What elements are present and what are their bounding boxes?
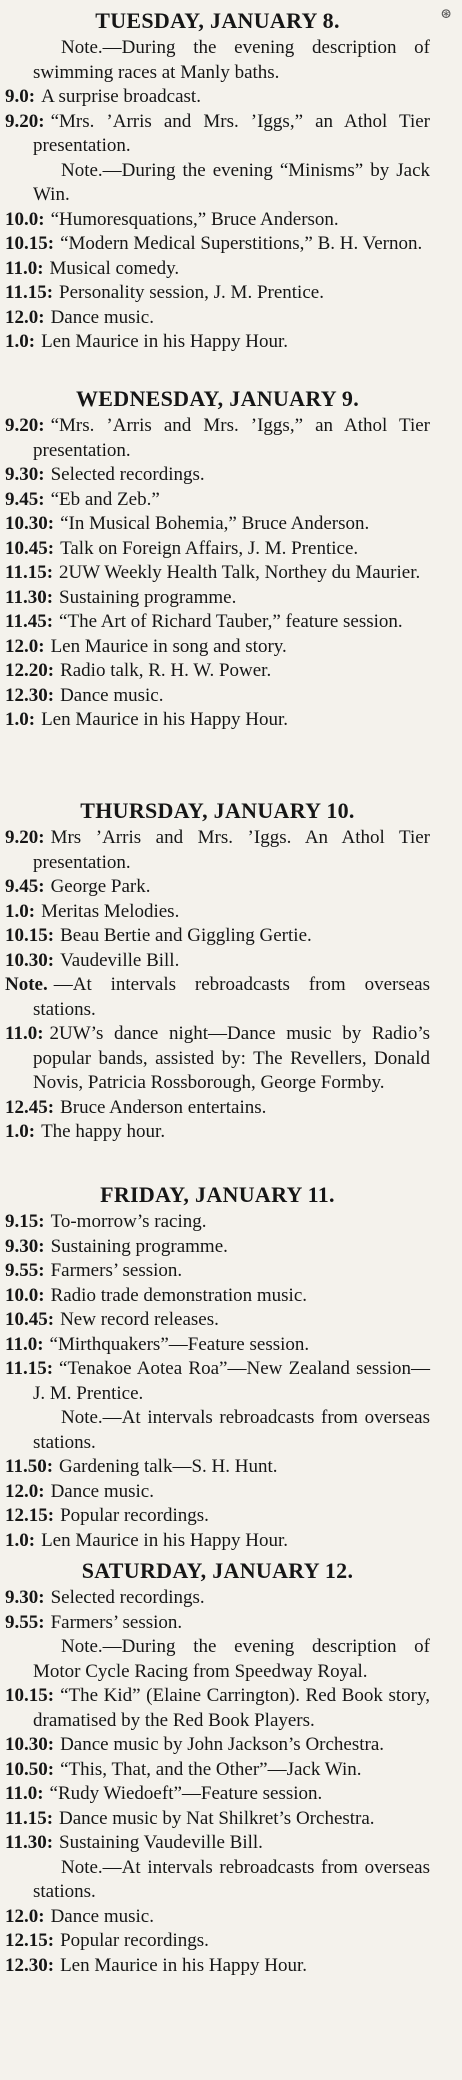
entry-time: 9.55: [5, 1611, 45, 1633]
entry-time: 10.45: [5, 1309, 55, 1330]
entry-time: 12.15: [5, 1505, 55, 1526]
entry-time: 9.0: [5, 86, 36, 107]
programme-entry [5, 488, 430, 513]
entry-text: Farmers’ session. [50, 1260, 183, 1281]
entry-text: “Eb and Zeb.” [50, 488, 160, 510]
entry-text: Dance music. [60, 684, 164, 706]
day-heading: SATURDAY, JANUARY 12. [81, 1558, 354, 1583]
entry-time: 12.0: [5, 635, 45, 657]
programme-entry [5, 1259, 430, 1284]
entry-time: 12.20: [5, 660, 55, 681]
entry-time: 11.0: [5, 1783, 44, 1804]
entry-time: 10.50: [5, 1758, 55, 1780]
entry-text: Beau Bertie and Giggling Gertie. [60, 925, 312, 946]
entry-time: 9.15: [5, 1211, 45, 1232]
day-heading: WEDNESDAY, JANUARY 9. [75, 386, 360, 411]
entry-text: George Park. [50, 876, 151, 897]
entry-time: 12.0: [5, 306, 45, 328]
entry-time: 12.30: [5, 1954, 55, 1976]
entry-text: “This, That, and the Other”—Jack Win. [60, 1758, 362, 1780]
entry-time: 11.0: [5, 1333, 44, 1355]
entry-text: To-morrow’s racing. [50, 1211, 207, 1232]
programme-entry [5, 1529, 430, 1554]
entry-time: 10.15: [5, 1685, 55, 1706]
entry-text: Len Maurice in song and story. [50, 635, 287, 657]
programme-entry [5, 900, 430, 925]
entry-time: 10.0: [5, 208, 45, 230]
day-section-wednesday [5, 384, 430, 733]
programme-entry [5, 1504, 430, 1529]
programme-entry [5, 1455, 430, 1480]
day-section-tuesday [5, 6, 430, 355]
programme-entry [5, 826, 430, 875]
entry-time: 12.0: [5, 1905, 45, 1927]
programme-entry [5, 1480, 430, 1505]
entry-time: 12.0: [5, 1480, 45, 1502]
entry-text: “The Art of Richard Tauber,” feature session. [59, 611, 403, 632]
programme-entry [5, 85, 430, 110]
day-heading: TUESDAY, JANUARY 8. [95, 8, 340, 33]
programme-entry [5, 708, 430, 733]
programme-note [5, 1406, 430, 1455]
entry-text: Sustaining programme. [59, 586, 237, 608]
day-section-saturday [5, 1556, 430, 1978]
entry-text: The happy hour. [41, 1121, 166, 1142]
entry-time: 1.0: [5, 331, 36, 352]
entry-time: 1.0: [5, 709, 36, 730]
entry-time: 10.30: [5, 1734, 55, 1755]
entry-time: 12.15: [5, 1930, 55, 1951]
entry-text: New record releases. [60, 1309, 219, 1330]
entry-text: Meritas Melodies. [41, 900, 180, 922]
entry-text: Len Maurice in his Happy Hour. [41, 331, 289, 352]
entry-text: Personality session, J. M. Prentice. [59, 282, 324, 303]
programme-entry [5, 1905, 430, 1930]
programme-note [5, 1856, 430, 1905]
corner-mark: ⊛ [440, 7, 452, 22]
programme-entry [5, 257, 430, 282]
programme-entry [5, 1782, 430, 1807]
entry-text: “Mrs. ’Arris and Mrs. ’Iggs,” an Athol Tier presentation. [33, 110, 430, 156]
programme-entry [5, 281, 430, 306]
entry-time: 11.15: [5, 1358, 54, 1379]
programme-entry [5, 1357, 430, 1406]
entry-text: “Humoresquations,” Bruce Anderson. [50, 208, 339, 230]
programme-entry [5, 635, 430, 660]
entry-text: Radio talk, R. H. W. Power. [60, 660, 272, 681]
programme-entry [5, 1308, 430, 1333]
entry-text: 2UW’s dance night—Dance music by Radio’s popular bands, assisted by: The Revellers, Donald Novis, Patricia Rossborough, George Formby. [33, 1023, 430, 1093]
entry-text: “In Musical Bohemia,” Bruce Anderson. [60, 513, 370, 534]
programme-entry [5, 1611, 430, 1636]
day-section-thursday [5, 796, 430, 1145]
entry-time: 10.15: [5, 233, 55, 254]
entry-text: Note.—During the evening description of swimming races at Manly baths. [33, 37, 430, 83]
programme-entry [5, 1831, 430, 1856]
entry-time: 1.0: [5, 900, 36, 922]
entry-text: Popular recordings. [60, 1505, 209, 1526]
entry-text: 2UW Weekly Health Talk, Northey du Maurier. [59, 562, 421, 583]
entry-time: 1.0: [5, 1121, 36, 1142]
entry-time: 10.15: [5, 925, 55, 946]
programme-note [5, 159, 430, 208]
entry-time: 11.50: [5, 1456, 54, 1477]
programme-entry [5, 1684, 430, 1733]
programme-entry [5, 875, 430, 900]
entry-time: 11.30: [5, 1832, 54, 1853]
entry-text: “Mirthquakers”—Feature session. [49, 1333, 310, 1355]
programme-entry [5, 330, 430, 355]
entry-text: Talk on Foreign Affairs, J. M. Prentice. [60, 537, 359, 559]
entry-time: 10.45: [5, 537, 55, 559]
programme-note [5, 36, 430, 85]
programme-entry [5, 1284, 430, 1309]
entry-time: 9.45: [5, 488, 45, 510]
programme-entry [5, 414, 430, 463]
entry-text: Musical comedy. [49, 257, 180, 279]
programme-entry [5, 110, 430, 159]
programme-entry [5, 973, 430, 1022]
entry-time: 11.45: [5, 611, 54, 632]
programme-entry [5, 232, 430, 257]
day-heading: THURSDAY, JANUARY 10. [80, 798, 355, 823]
entry-time: 10.0: [5, 1284, 45, 1306]
entry-text: Dance music by John Jackson’s Orchestra. [60, 1734, 385, 1755]
entry-time: 11.30: [5, 586, 54, 608]
entry-time: 9.30: [5, 1587, 45, 1608]
entry-text: “The Kid” (Elaine Carrington). Red Book story, dramatised by the Red Book Players. [33, 1685, 430, 1731]
entry-time: 12.45: [5, 1096, 55, 1118]
entry-time: 9.45: [5, 876, 45, 897]
programme-entry [5, 610, 430, 635]
entry-text: Note.—At intervals rebroadcasts from overseas stations. [33, 1856, 430, 1902]
programme-entry [5, 561, 430, 586]
entry-text: Dance music by Nat Shilkret’s Orchestra. [59, 1807, 375, 1829]
entry-text: Note.—During the evening “Minisms” by Jack Win. [33, 159, 430, 205]
programme-entry [5, 1210, 430, 1235]
programme-entry [5, 1929, 430, 1954]
programme-entry [5, 659, 430, 684]
entry-time: 10.30: [5, 949, 55, 971]
entry-text: “Mrs. ’Arris and Mrs. ’Iggs,” an Athol Tier presentation. [33, 415, 430, 461]
entry-text: A surprise broadcast. [41, 86, 201, 107]
programme-entry [5, 1022, 430, 1096]
programme-note [5, 1635, 430, 1684]
entry-time: 9.20: [5, 415, 45, 436]
entry-text: “Rudy Wiedoeft”—Feature session. [49, 1783, 323, 1804]
programme-entry [5, 208, 430, 233]
programme-entry [5, 586, 430, 611]
entry-time: 11.0: [5, 1023, 44, 1044]
entry-text: Len Maurice in his Happy Hour. [60, 1954, 308, 1976]
entry-time: 9.30: [5, 1235, 45, 1257]
entry-text: Selected recordings. [50, 1587, 205, 1608]
entry-text: Gardening talk—S. H. Hunt. [59, 1456, 278, 1477]
programme-entry [5, 1758, 430, 1783]
programme-entry [5, 537, 430, 562]
entry-text: Vaudeville Bill. [60, 949, 180, 971]
programme-entry [5, 1586, 430, 1611]
programme-entry [5, 1807, 430, 1832]
entry-text: “Tenakoe Aotea Roa”—New Zealand session—J. M. Prentice. [33, 1358, 430, 1404]
entry-time: 1.0: [5, 1529, 36, 1551]
entry-text: Note.—At intervals rebroadcasts from overseas stations. [33, 1407, 430, 1453]
programme-entry [5, 463, 430, 488]
entry-text: Selected recordings. [50, 464, 205, 485]
entry-text: Note.—During the evening description of Motor Cycle Racing from Speedway Royal. [33, 1636, 430, 1682]
entry-time: 11.0: [5, 257, 44, 279]
programme-entry [5, 684, 430, 709]
entry-text: Len Maurice in his Happy Hour. [41, 1529, 289, 1551]
entry-text: Farmers’ session. [50, 1611, 183, 1633]
entry-text: Bruce Anderson entertains. [60, 1096, 267, 1118]
entry-time: 9.30: [5, 464, 45, 485]
programme-entry [5, 1733, 430, 1758]
programme-entry [5, 1954, 430, 1979]
programme-entry [5, 306, 430, 331]
entry-text: Radio trade demonstration music. [50, 1284, 308, 1306]
entry-time: 10.30: [5, 513, 55, 534]
day-heading: FRIDAY, JANUARY 11. [100, 1182, 335, 1207]
entry-text: —At intervals rebroadcasts from overseas stations. [33, 974, 430, 1020]
programme-entry [5, 512, 430, 537]
programme-entry [5, 1235, 430, 1260]
entry-text: Dance music. [50, 1480, 154, 1502]
day-section-friday [5, 1180, 430, 1553]
entry-text: “Modern Medical Superstitions,” B. H. Vernon. [60, 233, 423, 254]
entry-time: 11.15: [5, 562, 54, 583]
programme-entry [5, 1333, 430, 1358]
entry-time: 11.15: [5, 1807, 54, 1829]
entry-time: 11.15: [5, 282, 54, 303]
entry-text: Dance music. [50, 306, 154, 328]
entry-time: 9.20: [5, 110, 45, 132]
entry-text: Dance music. [50, 1905, 154, 1927]
entry-time: 9.20: [5, 827, 45, 848]
entry-text: Mrs ’Arris and Mrs. ’Iggs. An Athol Tier presentation. [33, 827, 430, 873]
entry-text: Sustaining programme. [50, 1235, 228, 1257]
programme-entry [5, 949, 430, 974]
programme-entry [5, 1120, 430, 1145]
programme-entry [5, 1096, 430, 1121]
entry-text: Len Maurice in his Happy Hour. [41, 709, 289, 730]
entry-time: Note. [5, 974, 48, 995]
entry-time: 9.55: [5, 1260, 45, 1281]
entry-time: 12.30: [5, 684, 55, 706]
programme-entry [5, 924, 430, 949]
entry-text: Popular recordings. [60, 1930, 209, 1951]
entry-text: Sustaining Vaudeville Bill. [59, 1832, 263, 1853]
